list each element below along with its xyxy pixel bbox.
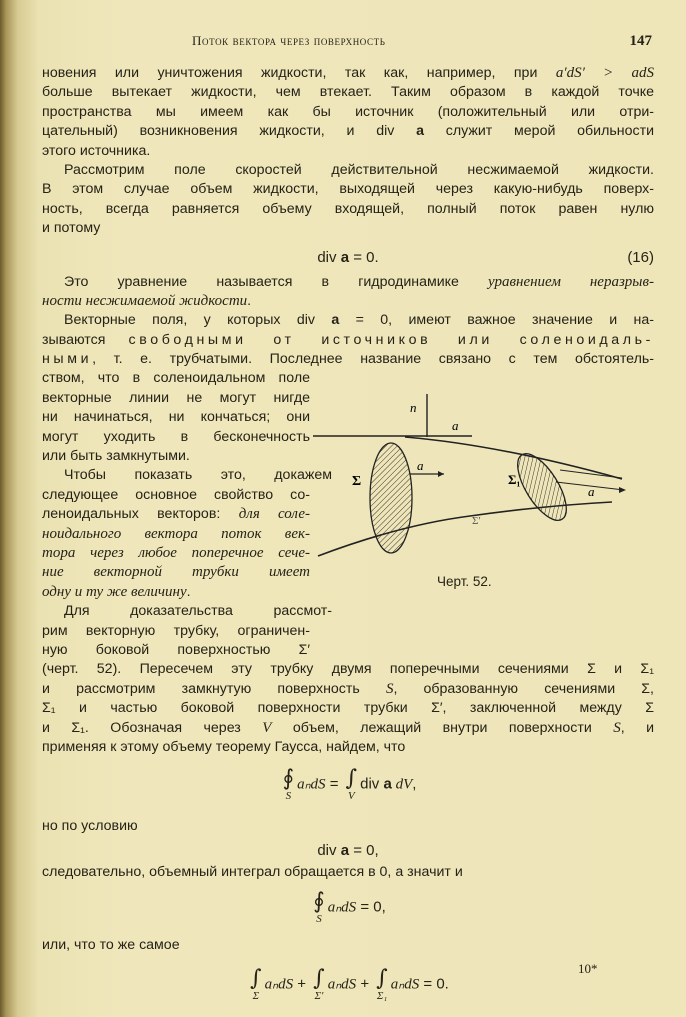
text-line (42, 544, 310, 563)
text-line (42, 161, 654, 180)
equation (42, 884, 654, 936)
italic-text: ности несжимаемой жидкости (42, 292, 248, 309)
text-line (42, 622, 310, 641)
text-segment: Σ₁ и частью боковой поверхности трубки Σ′, заключенной между Σ (42, 700, 654, 717)
math-symbol: S (613, 719, 621, 736)
equation (42, 961, 654, 1017)
math-symbol: dV (391, 776, 413, 793)
text-line (42, 699, 654, 718)
text-segment: , образованную сечениями Σ, (393, 680, 654, 697)
math-symbol: aₙdS (264, 976, 294, 993)
text-segment: (черт. 52). Пересечем эту трубку двумя поперечными сечениями Σ и Σ₁ (42, 661, 654, 678)
text-line (42, 408, 310, 427)
text-line (42, 505, 310, 524)
text-segment: Чтобы показать это, докажем (64, 467, 332, 484)
text-segment: Это уравнение называется в гидродинамике (64, 273, 489, 290)
text-segment: зываются (42, 331, 129, 348)
text-segment: векторные линии не могут нигде (42, 389, 310, 406)
integral-limit: Σ (252, 990, 260, 1003)
integral-symbol: ∫ (313, 966, 325, 992)
italic-text: ноидального вектора поток век- (42, 525, 310, 542)
text-segment: В этом случае объем жидкости, выходящей через какую-нибудь поверх- (42, 181, 654, 198)
text-segment: применяя к этому объему теорему Гаусса, найдем, что (42, 738, 406, 755)
spaced-text: ными (42, 351, 93, 368)
figure-caption: Черт. 52. (437, 574, 492, 589)
text-segment: , т. е. трубчатыми. Последнее название связано с тем обстоятель- (92, 351, 654, 368)
equation (42, 839, 654, 863)
running-title: Поток вектора через поверхность (192, 33, 386, 48)
text-line (42, 486, 310, 505)
text-line (42, 389, 310, 408)
text-segment: div (317, 248, 341, 266)
integral-sign (376, 967, 387, 1002)
signature-mark: 10* (578, 961, 598, 976)
integral-sign (313, 967, 324, 1002)
text-segment: + (356, 975, 374, 993)
math-symbol: S (385, 680, 394, 697)
text-line (42, 863, 654, 882)
integral-limit: Σ′ (314, 990, 324, 1003)
page-number: 147 (629, 33, 652, 49)
text-line (42, 103, 654, 122)
text-line (42, 350, 654, 369)
text-line (42, 428, 310, 447)
running-header (42, 33, 652, 53)
text-line (42, 466, 332, 485)
text-segment: могут уходить в бесконечность (42, 428, 310, 445)
text-line (42, 311, 654, 330)
text-segment: следовательно, объемный интеграл обращается в 0, а значит и (42, 863, 463, 880)
text-segment: = 0. (349, 248, 379, 266)
integral-sign (250, 967, 261, 1002)
integral-sign (283, 767, 294, 802)
text-segment: div (317, 841, 341, 859)
text-segment: следующее основное свойство со- (42, 486, 310, 503)
text-segment: и Σ₁. Обозначая через (42, 719, 263, 736)
text-line (42, 602, 332, 621)
text-line (42, 738, 654, 757)
integral-sign (313, 890, 324, 925)
spaced-text: свободными от источников или соленоидаль- (128, 331, 654, 348)
label-a-mid: a (417, 458, 424, 473)
integral-symbol: ∫ (250, 966, 262, 992)
italic-text: ние векторной трубки имеет (42, 564, 310, 581)
text-line (42, 64, 654, 83)
math-symbol: aₙdS (327, 976, 357, 993)
text-line (42, 273, 654, 292)
text-segment: Для доказательства рассмот- (64, 603, 332, 620)
integral-symbol: ∮ (282, 766, 295, 792)
text-segment: = (325, 775, 343, 793)
label-a-top: a (452, 418, 459, 433)
text-line (42, 660, 654, 679)
text-segment: = 0, (349, 841, 379, 859)
text-segment: больше вытекает жидкости, чем втекает. Таким образом в каждой точке (42, 84, 654, 101)
vector-symbol: a (383, 775, 392, 793)
integral-symbol: ∮ (313, 889, 325, 915)
figure-vector-tube (300, 378, 640, 598)
text-segment: объем, лежащий внутри поверхности (271, 719, 614, 736)
text-segment: или быть замкнутыми. (42, 448, 190, 465)
text-segment: = 0, (356, 898, 386, 916)
text-segment: div (360, 775, 384, 793)
text-line (42, 142, 654, 161)
integral-limit: S (285, 790, 292, 803)
label-n: n (410, 400, 417, 415)
text-line (42, 292, 654, 311)
math-symbol: aₙdS (297, 776, 326, 793)
text-segment: леноидальных векторов: (42, 506, 239, 523)
text-line (42, 331, 654, 350)
math-symbol: a′dS′ > adS (555, 65, 655, 81)
text-segment: , и (620, 719, 654, 736)
label-a-right: a (588, 484, 595, 499)
text-segment: и потому (42, 220, 101, 237)
text-segment: или, что то же самое (42, 937, 180, 954)
label-sigma1: Σ₁ (508, 472, 521, 487)
text-segment: + (293, 975, 311, 993)
text-segment: ную боковой поверхностью Σ′ (42, 641, 310, 658)
text-segment: новения или уничтожения жидкости, так как, например, при (42, 65, 556, 81)
integral-sign (346, 767, 357, 802)
math-symbol: aₙdS (390, 976, 420, 993)
text-line (42, 180, 654, 199)
text-line (42, 83, 654, 102)
vector-symbol: a (416, 123, 424, 140)
italic-text: одну и ту же величину (42, 583, 187, 600)
text-segment: рим векторную трубку, ограничен- (42, 622, 310, 639)
integral-limit: S (316, 913, 322, 926)
text-segment: ни начинаться, ни кончаться; они (42, 409, 310, 426)
text-line (42, 719, 654, 738)
text-segment: = 0. (419, 975, 449, 993)
text-segment: Векторные поля, у которых div (64, 312, 332, 329)
text-line (42, 200, 654, 219)
tube-bottom-boundary (318, 502, 612, 556)
text-segment: , (412, 775, 417, 793)
text-line (42, 563, 310, 582)
text-segment: но по условию (42, 818, 138, 835)
text-line (42, 583, 310, 602)
text-line (42, 219, 654, 238)
vector-symbol: a (340, 841, 350, 859)
text-line (42, 447, 310, 466)
integral-limit: Σ₁ (376, 990, 388, 1003)
equation-number: (16) (627, 248, 654, 266)
integral-symbol: ∫ (345, 766, 358, 792)
text-line (42, 817, 654, 836)
text-line (42, 122, 654, 141)
math-symbol: V (262, 719, 272, 736)
text-line (42, 936, 654, 955)
text-segment: пространства мы имеем как бы источник (положительный или отри- (42, 103, 654, 120)
integral-symbol: ∫ (376, 966, 388, 992)
math-symbol: aₙdS (327, 899, 357, 916)
text-line (42, 641, 310, 660)
cross-section-sigma (370, 443, 412, 553)
italic-text: для соле- (238, 506, 310, 523)
text-line (42, 525, 310, 544)
equation (42, 761, 654, 817)
text-segment: = 0, имеют важное значение и на- (339, 312, 654, 329)
equation (42, 243, 654, 273)
text-segment: Рассмотрим поле скоростей действительной несжимаемой жидкости. (64, 161, 654, 178)
vector-symbol: a (340, 248, 350, 266)
integral-limit: V (348, 790, 355, 803)
text-segment: ность, всегда равняется объему входящей, полный поток равен нулю (42, 200, 654, 217)
text-segment: этого источника. (42, 142, 151, 159)
text-segment: . (186, 583, 191, 600)
text-segment: и рассмотрим замкнутую поверхность (42, 680, 386, 697)
italic-text: уравнением неразрыв- (488, 273, 654, 290)
italic-text: тора через любое поперечное сече- (42, 544, 310, 561)
text-segment: служит мерой обильности (423, 123, 654, 140)
label-sigma-prime: Σ′ (472, 515, 481, 527)
text-segment: ством, что в соленоидальном поле (42, 370, 310, 387)
text-line (42, 369, 310, 388)
text-segment: . (247, 292, 252, 309)
text-line (42, 680, 654, 699)
label-sigma: Σ (352, 474, 362, 489)
text-segment: цательный) возникновения жидкости, и div (42, 123, 417, 140)
vector-symbol: a (331, 312, 340, 329)
